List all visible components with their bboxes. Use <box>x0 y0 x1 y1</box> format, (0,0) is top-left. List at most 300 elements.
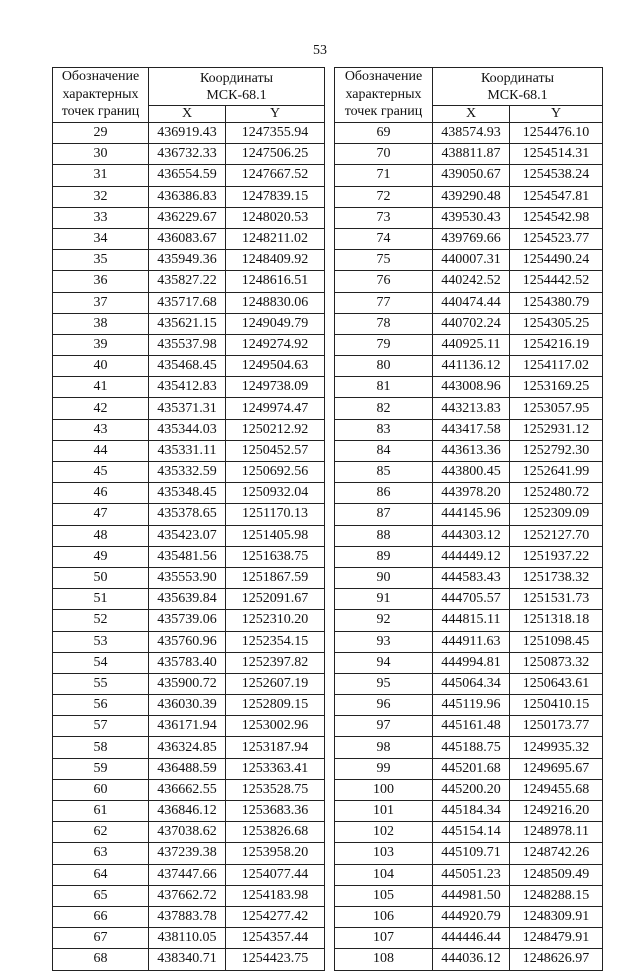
y-coordinate-cell: 1252310.20 <box>226 610 325 631</box>
x-coordinate-cell: 445188.75 <box>433 737 510 758</box>
x-coordinate-cell: 444583.43 <box>433 567 510 588</box>
table-row <box>335 885 603 906</box>
table-row <box>335 864 603 885</box>
x-coordinate-cell: 435331.11 <box>149 440 226 461</box>
y-coordinate-cell: 1253958.20 <box>226 843 325 864</box>
table-row <box>53 123 325 144</box>
point-number-cell: 77 <box>335 292 433 313</box>
table-row <box>335 801 603 822</box>
point-number-cell: 96 <box>335 695 433 716</box>
point-number-cell: 80 <box>335 356 433 377</box>
table-row <box>53 186 325 207</box>
x-coordinate-cell: 436386.83 <box>149 186 226 207</box>
y-coordinate-cell: 1248020.53 <box>226 207 325 228</box>
point-number-cell: 40 <box>53 356 149 377</box>
x-coordinate-cell: 439769.66 <box>433 228 510 249</box>
table-row <box>335 462 603 483</box>
y-coordinate-cell: 1252480.72 <box>510 483 603 504</box>
x-coordinate-cell: 436171.94 <box>149 716 226 737</box>
y-coordinate-cell: 1254117.02 <box>510 356 603 377</box>
y-coordinate-cell: 1254077.44 <box>226 864 325 885</box>
x-coordinate-cell: 435827.22 <box>149 271 226 292</box>
point-number-cell: 107 <box>335 928 433 949</box>
point-header-line1: Обозначение <box>344 69 423 84</box>
table-row <box>53 292 325 313</box>
y-coordinate-cell: 1252931.12 <box>510 419 603 440</box>
point-number-cell: 78 <box>335 313 433 334</box>
x-coordinate-cell: 444145.96 <box>433 504 510 525</box>
table-row <box>53 377 325 398</box>
point-number-cell: 43 <box>53 419 149 440</box>
y-coordinate-cell: 1251531.73 <box>510 589 603 610</box>
y-coordinate-cell: 1251170.13 <box>226 504 325 525</box>
y-coordinate-cell: 1254476.10 <box>510 123 603 144</box>
x-coordinate-cell: 445109.71 <box>433 843 510 864</box>
point-number-cell: 81 <box>335 377 433 398</box>
y-coordinate-cell: 1254216.19 <box>510 334 603 355</box>
table-row <box>53 250 325 271</box>
x-coordinate-cell: 437239.38 <box>149 843 226 864</box>
point-number-cell: 91 <box>335 589 433 610</box>
y-coordinate-cell: 1252607.19 <box>226 673 325 694</box>
y-coordinate-cell: 1250173.77 <box>510 716 603 737</box>
point-number-cell: 29 <box>53 123 149 144</box>
point-number-cell: 42 <box>53 398 149 419</box>
y-coordinate-cell: 1252809.15 <box>226 695 325 716</box>
table-row <box>53 652 325 673</box>
point-number-cell: 48 <box>53 525 149 546</box>
x-coordinate-cell: 436846.12 <box>149 801 226 822</box>
table-row <box>53 567 325 588</box>
x-coordinate-cell: 440007.31 <box>433 250 510 271</box>
table-row <box>53 610 325 631</box>
y-coordinate-cell: 1249049.79 <box>226 313 325 334</box>
y-coordinate-cell: 1254547.81 <box>510 186 603 207</box>
table-row <box>335 631 603 652</box>
table-row <box>53 631 325 652</box>
point-number-cell: 108 <box>335 949 433 970</box>
point-number-cell: 106 <box>335 906 433 927</box>
point-number-cell: 41 <box>53 377 149 398</box>
table-row <box>335 906 603 927</box>
x-coordinate-cell: 437038.62 <box>149 822 226 843</box>
point-number-cell: 39 <box>53 334 149 355</box>
coordinates-table-left <box>52 67 325 971</box>
point-number-cell: 104 <box>335 864 433 885</box>
y-coordinate-cell: 1249695.67 <box>510 758 603 779</box>
x-coordinate-cell: 438574.93 <box>433 123 510 144</box>
point-number-cell: 95 <box>335 673 433 694</box>
table-row <box>335 716 603 737</box>
point-number-cell: 34 <box>53 228 149 249</box>
x-coordinate-cell: 444449.12 <box>433 546 510 567</box>
x-coordinate-cell: 435423.07 <box>149 525 226 546</box>
table-row <box>53 801 325 822</box>
point-number-cell: 68 <box>53 949 149 970</box>
table-row <box>335 271 603 292</box>
x-coordinate-cell: 445161.48 <box>433 716 510 737</box>
y-coordinate-cell: 1254380.79 <box>510 292 603 313</box>
y-coordinate-cell: 1251738.32 <box>510 567 603 588</box>
point-column-header <box>53 68 149 123</box>
table-row <box>335 440 603 461</box>
table-row <box>53 695 325 716</box>
point-number-cell: 105 <box>335 885 433 906</box>
table-row <box>335 123 603 144</box>
y-coordinate-cell: 1248509.49 <box>510 864 603 885</box>
table-row <box>335 673 603 694</box>
x-coordinate-cell: 445119.96 <box>433 695 510 716</box>
x-coordinate-cell: 444994.81 <box>433 652 510 673</box>
point-number-cell: 57 <box>53 716 149 737</box>
table-row <box>53 504 325 525</box>
table-row <box>53 440 325 461</box>
point-number-cell: 89 <box>335 546 433 567</box>
y-coordinate-cell: 1248479.91 <box>510 928 603 949</box>
point-number-cell: 44 <box>53 440 149 461</box>
y-coordinate-cell: 1254357.44 <box>226 928 325 949</box>
table-row <box>53 207 325 228</box>
y-coordinate-cell: 1252091.67 <box>226 589 325 610</box>
table-row <box>53 144 325 165</box>
point-number-cell: 38 <box>53 313 149 334</box>
x-coordinate-cell: 440474.44 <box>433 292 510 313</box>
table-row <box>53 228 325 249</box>
y-coordinate-cell: 1251098.45 <box>510 631 603 652</box>
y-coordinate-cell: 1248309.91 <box>510 906 603 927</box>
y-coordinate-cell: 1253187.94 <box>226 737 325 758</box>
y-coordinate-cell: 1251638.75 <box>226 546 325 567</box>
x-coordinate-cell: 444981.50 <box>433 885 510 906</box>
y-coordinate-cell: 1253683.36 <box>226 801 325 822</box>
table-row <box>53 737 325 758</box>
point-header-line2: характерных <box>62 86 139 102</box>
y-coordinate-cell: 1247506.25 <box>226 144 325 165</box>
table-row <box>335 313 603 334</box>
x-coordinate-cell: 435949.36 <box>149 250 226 271</box>
table-row <box>53 165 325 186</box>
table-row <box>53 906 325 927</box>
x-coordinate-cell: 438110.05 <box>149 928 226 949</box>
table-row <box>53 716 325 737</box>
y-coordinate-cell: 1249455.68 <box>510 779 603 800</box>
x-coordinate-cell: 444815.11 <box>433 610 510 631</box>
point-number-cell: 97 <box>335 716 433 737</box>
table-row <box>335 292 603 313</box>
y-coordinate-cell: 1247667.52 <box>226 165 325 186</box>
point-number-cell: 63 <box>53 843 149 864</box>
table-row <box>53 779 325 800</box>
y-coordinate-cell: 1248616.51 <box>226 271 325 292</box>
table-row <box>335 737 603 758</box>
point-number-cell: 71 <box>335 165 433 186</box>
x-coordinate-cell: 436732.33 <box>149 144 226 165</box>
x-coordinate-cell: 436324.85 <box>149 737 226 758</box>
table-row <box>53 398 325 419</box>
point-number-cell: 103 <box>335 843 433 864</box>
y-coordinate-cell: 1251867.59 <box>226 567 325 588</box>
x-coordinate-cell: 436554.59 <box>149 165 226 186</box>
x-column-header: X <box>433 106 510 123</box>
x-coordinate-cell: 444446.44 <box>433 928 510 949</box>
y-coordinate-cell: 1252127.70 <box>510 525 603 546</box>
x-coordinate-cell: 435760.96 <box>149 631 226 652</box>
point-header-line3: точек границ <box>344 104 423 119</box>
x-coordinate-cell: 436030.39 <box>149 695 226 716</box>
y-coordinate-cell: 1250692.56 <box>226 462 325 483</box>
x-coordinate-cell: 444920.79 <box>433 906 510 927</box>
table-row <box>335 546 603 567</box>
x-coordinate-cell: 435639.84 <box>149 589 226 610</box>
x-coordinate-cell: 437447.66 <box>149 864 226 885</box>
point-number-cell: 46 <box>53 483 149 504</box>
point-number-cell: 59 <box>53 758 149 779</box>
y-column-header: Y <box>226 106 325 123</box>
y-coordinate-cell: 1250212.92 <box>226 419 325 440</box>
point-number-cell: 73 <box>335 207 433 228</box>
y-coordinate-cell: 1247355.94 <box>226 123 325 144</box>
point-number-cell: 49 <box>53 546 149 567</box>
table-row <box>335 928 603 949</box>
point-header-line3: точек границ <box>61 104 140 119</box>
x-coordinate-cell: 444036.12 <box>433 949 510 970</box>
point-number-cell: 64 <box>53 864 149 885</box>
y-coordinate-cell: 1248409.92 <box>226 250 325 271</box>
point-number-cell: 61 <box>53 801 149 822</box>
x-coordinate-cell: 435371.31 <box>149 398 226 419</box>
x-coordinate-cell: 444911.63 <box>433 631 510 652</box>
y-coordinate-cell: 1253057.95 <box>510 398 603 419</box>
coordinates-table-right <box>334 67 603 971</box>
point-number-cell: 79 <box>335 334 433 355</box>
point-number-cell: 37 <box>53 292 149 313</box>
y-coordinate-cell: 1251405.98 <box>226 525 325 546</box>
x-coordinate-cell: 435468.45 <box>149 356 226 377</box>
table-row <box>53 758 325 779</box>
x-coordinate-cell: 438340.71 <box>149 949 226 970</box>
point-number-cell: 84 <box>335 440 433 461</box>
point-number-cell: 56 <box>53 695 149 716</box>
y-coordinate-cell: 1248830.06 <box>226 292 325 313</box>
point-number-cell: 101 <box>335 801 433 822</box>
point-number-cell: 69 <box>335 123 433 144</box>
y-coordinate-cell: 1254542.98 <box>510 207 603 228</box>
point-number-cell: 50 <box>53 567 149 588</box>
coordinates-header <box>149 68 325 106</box>
x-coordinate-cell: 439530.43 <box>433 207 510 228</box>
x-coordinate-cell: 436662.55 <box>149 779 226 800</box>
table-row <box>53 673 325 694</box>
point-number-cell: 83 <box>335 419 433 440</box>
x-coordinate-cell: 436488.59 <box>149 758 226 779</box>
x-coordinate-cell: 435900.72 <box>149 673 226 694</box>
point-number-cell: 86 <box>335 483 433 504</box>
y-coordinate-cell: 1254490.24 <box>510 250 603 271</box>
table-row <box>53 949 325 970</box>
table-row <box>53 313 325 334</box>
y-coordinate-cell: 1254514.31 <box>510 144 603 165</box>
x-coordinate-cell: 445064.34 <box>433 673 510 694</box>
point-number-cell: 75 <box>335 250 433 271</box>
table-row <box>53 462 325 483</box>
point-number-cell: 55 <box>53 673 149 694</box>
coordinates-header-line2: МСК-68.1 <box>487 87 548 103</box>
x-coordinate-cell: 437662.72 <box>149 885 226 906</box>
y-coordinate-cell: 1248288.15 <box>510 885 603 906</box>
y-coordinate-cell: 1248742.26 <box>510 843 603 864</box>
y-coordinate-cell: 1254538.24 <box>510 165 603 186</box>
x-coordinate-cell: 444303.12 <box>433 525 510 546</box>
x-coordinate-cell: 436919.43 <box>149 123 226 144</box>
coordinates-header-line1: Координаты <box>481 70 554 86</box>
table-row <box>335 695 603 716</box>
x-coordinate-cell: 435739.06 <box>149 610 226 631</box>
y-coordinate-cell: 1252792.30 <box>510 440 603 461</box>
table-row <box>53 334 325 355</box>
point-number-cell: 102 <box>335 822 433 843</box>
x-coordinate-cell: 439050.67 <box>433 165 510 186</box>
point-number-cell: 93 <box>335 631 433 652</box>
x-coordinate-cell: 444705.57 <box>433 589 510 610</box>
y-coordinate-cell: 1254442.52 <box>510 271 603 292</box>
x-coordinate-cell: 435332.59 <box>149 462 226 483</box>
x-coordinate-cell: 435378.65 <box>149 504 226 525</box>
table-row <box>335 207 603 228</box>
point-number-cell: 65 <box>53 885 149 906</box>
point-number-cell: 66 <box>53 906 149 927</box>
x-coordinate-cell: 437883.78 <box>149 906 226 927</box>
x-coordinate-cell: 443613.36 <box>433 440 510 461</box>
table-row <box>335 610 603 631</box>
point-number-cell: 88 <box>335 525 433 546</box>
table-row <box>335 144 603 165</box>
x-coordinate-cell: 443978.20 <box>433 483 510 504</box>
x-coordinate-cell: 440925.11 <box>433 334 510 355</box>
x-coordinate-cell: 435344.03 <box>149 419 226 440</box>
coordinates-header-line1: Координаты <box>200 70 273 86</box>
y-coordinate-cell: 1253826.68 <box>226 822 325 843</box>
x-coordinate-cell: 435783.40 <box>149 652 226 673</box>
x-coordinate-cell: 443800.45 <box>433 462 510 483</box>
y-coordinate-cell: 1251937.22 <box>510 546 603 567</box>
x-coordinate-cell: 435553.90 <box>149 567 226 588</box>
point-number-cell: 99 <box>335 758 433 779</box>
x-coordinate-cell: 443008.96 <box>433 377 510 398</box>
point-number-cell: 58 <box>53 737 149 758</box>
x-coordinate-cell: 445051.23 <box>433 864 510 885</box>
point-number-cell: 90 <box>335 567 433 588</box>
point-header-line1: Обозначение <box>61 69 140 84</box>
table-row <box>335 334 603 355</box>
y-coordinate-cell: 1253169.25 <box>510 377 603 398</box>
point-number-cell: 70 <box>335 144 433 165</box>
table-row <box>335 589 603 610</box>
coordinates-header-line2: МСК-68.1 <box>206 87 267 103</box>
point-number-cell: 100 <box>335 779 433 800</box>
y-coordinate-cell: 1252641.99 <box>510 462 603 483</box>
x-coordinate-cell: 435412.83 <box>149 377 226 398</box>
page-number: 53 <box>313 43 327 58</box>
point-number-cell: 98 <box>335 737 433 758</box>
point-number-cell: 67 <box>53 928 149 949</box>
x-coordinate-cell: 435537.98 <box>149 334 226 355</box>
point-number-cell: 54 <box>53 652 149 673</box>
x-coordinate-cell: 436229.67 <box>149 207 226 228</box>
y-coordinate-cell: 1254523.77 <box>510 228 603 249</box>
x-coordinate-cell: 445200.20 <box>433 779 510 800</box>
coordinates-header <box>433 68 603 106</box>
y-coordinate-cell: 1249974.47 <box>226 398 325 419</box>
table-row <box>53 271 325 292</box>
point-number-cell: 31 <box>53 165 149 186</box>
point-number-cell: 45 <box>53 462 149 483</box>
point-number-cell: 74 <box>335 228 433 249</box>
table-row <box>53 589 325 610</box>
point-number-cell: 72 <box>335 186 433 207</box>
y-coordinate-cell: 1250410.15 <box>510 695 603 716</box>
y-coordinate-cell: 1249935.32 <box>510 737 603 758</box>
table-row <box>53 546 325 567</box>
point-number-cell: 85 <box>335 462 433 483</box>
table-row <box>335 377 603 398</box>
table-row <box>335 504 603 525</box>
point-header-line2: характерных <box>345 86 422 102</box>
table-row <box>335 398 603 419</box>
table-row <box>335 186 603 207</box>
y-coordinate-cell: 1252397.82 <box>226 652 325 673</box>
y-coordinate-cell: 1253002.96 <box>226 716 325 737</box>
y-coordinate-cell: 1251318.18 <box>510 610 603 631</box>
point-number-cell: 51 <box>53 589 149 610</box>
y-coordinate-cell: 1253363.41 <box>226 758 325 779</box>
table-row <box>53 419 325 440</box>
y-coordinate-cell: 1248626.97 <box>510 949 603 970</box>
point-number-cell: 33 <box>53 207 149 228</box>
x-coordinate-cell: 443213.83 <box>433 398 510 419</box>
table-row <box>335 165 603 186</box>
x-coordinate-cell: 445184.34 <box>433 801 510 822</box>
x-coordinate-cell: 436083.67 <box>149 228 226 249</box>
y-coordinate-cell: 1250873.32 <box>510 652 603 673</box>
point-number-cell: 32 <box>53 186 149 207</box>
y-coordinate-cell: 1250643.61 <box>510 673 603 694</box>
y-coordinate-cell: 1253528.75 <box>226 779 325 800</box>
table-row <box>53 356 325 377</box>
y-coordinate-cell: 1249504.63 <box>226 356 325 377</box>
point-number-cell: 87 <box>335 504 433 525</box>
x-coordinate-cell: 441136.12 <box>433 356 510 377</box>
table-row <box>335 843 603 864</box>
y-coordinate-cell: 1254277.42 <box>226 906 325 927</box>
y-coordinate-cell: 1250932.04 <box>226 483 325 504</box>
x-coordinate-cell: 438811.87 <box>433 144 510 165</box>
y-coordinate-cell: 1248211.02 <box>226 228 325 249</box>
x-coordinate-cell: 435621.15 <box>149 313 226 334</box>
table-row <box>53 885 325 906</box>
table-row <box>335 419 603 440</box>
point-number-cell: 52 <box>53 610 149 631</box>
y-coordinate-cell: 1254305.25 <box>510 313 603 334</box>
point-number-cell: 82 <box>335 398 433 419</box>
table-row <box>335 949 603 970</box>
table-row <box>53 822 325 843</box>
table-row <box>53 928 325 949</box>
x-coordinate-cell: 435348.45 <box>149 483 226 504</box>
point-number-cell: 94 <box>335 652 433 673</box>
y-coordinate-cell: 1252354.15 <box>226 631 325 652</box>
table-row <box>335 779 603 800</box>
table-row <box>53 525 325 546</box>
